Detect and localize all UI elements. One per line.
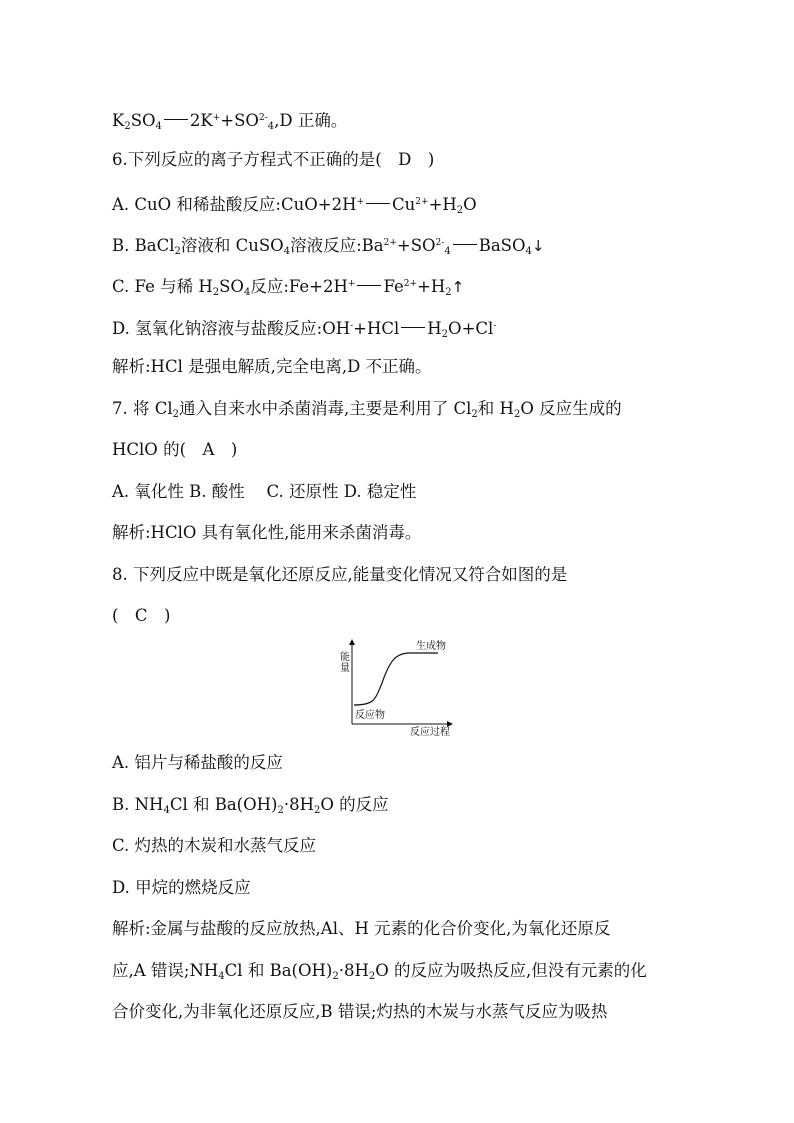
- q8-explanation-line-1: 解析:金属与盐酸的反应放热,Al、H 元素的化合价变化,为氧化还原反: [112, 919, 611, 938]
- up-arrow-icon: ↑: [451, 278, 465, 296]
- q6-explanation: 解析:HCl 是强电解质,完全电离,D 不正确。: [112, 357, 432, 376]
- q8-explanation-line-3: 合价变化,为非氧化还原反应,B 错误;灼热的木炭与水蒸气反应为吸热: [112, 1002, 608, 1021]
- equals-line: [401, 327, 425, 328]
- q6-option-d: D. 氢氧化钠溶液与盐酸反应:OH-+HCl $H_2O+Cl^-$: [112, 319, 497, 340]
- q8-explanation-line-2: 应,A 错误$;NH_4Cl$ 和 $Ba(OH)_2\cdot 8H_2O$ 的反应为吸热反应,但没有元素的化: [112, 961, 647, 982]
- reactant-label: 反应物: [355, 710, 385, 721]
- q6-option-c: C. Fe 与稀 $H_2SO_4$反应:Fe+2H+ $Fe^{2+}+H_2↑$: [112, 277, 465, 298]
- question-8-line-2: ( C ): [112, 606, 171, 625]
- down-arrow-icon: ↓: [531, 237, 545, 255]
- question-8-line-1: 8. 下列反应中既是氧化还原反应,能量变化情况又符合如图的是: [112, 565, 568, 584]
- q8-option-b: B. $NH_4Cl$ 和 $Ba(OH)_2\cdot 8H_2O$ 的反应: [112, 795, 389, 816]
- equals-line: [366, 203, 390, 204]
- equals-line: [164, 119, 188, 120]
- question-7-line-2: HClO 的( A ): [112, 440, 238, 459]
- q8-option-d: D. 甲烷的燃烧反应: [112, 878, 251, 897]
- q7-explanation: 解析:HClO 具有氧化性,能用来杀菌消毒。: [112, 523, 422, 542]
- question-6: 6.下列反应的离子方程式不正确的是( D ): [112, 150, 435, 169]
- q7-options: A. 氧化性 B. 酸性 C. 还原性 D. 稳定性: [112, 482, 417, 501]
- energy-diagram: [330, 638, 455, 738]
- product-label: 生成物: [416, 641, 446, 652]
- y-axis-label-2: 量: [340, 663, 350, 674]
- line-k2so4: $K_2SO_4$ $2K^++SO^{2-}_4,D$ 正确。: [112, 111, 348, 132]
- energy-curve: [354, 653, 438, 705]
- x-axis-label: 反应过程: [410, 727, 450, 738]
- q8-option-c: C. 灼热的木炭和水蒸气反应: [112, 836, 317, 855]
- y-axis-label-1: 能: [340, 652, 350, 663]
- question-7-line-1: 7. 将 $Cl_2$通入自来水中杀菌消毒,主要是利用了 $Cl_2$和 $H_2O$ 反应生成的: [112, 399, 622, 420]
- equals-line: [357, 285, 381, 286]
- q8-option-a: A. 铝片与稀盐酸的反应: [112, 753, 283, 772]
- equals-line: [453, 244, 477, 245]
- q6-option-b: B. BaCl$_2$溶液和 CuSO$_4$溶液反应$:Ba^{2+}+SO^{2-}_4$ BaSO$_4$↓: [112, 236, 545, 257]
- q6-option-a: A. CuO 和稀盐酸反应:CuO+2H+ $Cu^{2+}+H_2O$: [112, 195, 477, 216]
